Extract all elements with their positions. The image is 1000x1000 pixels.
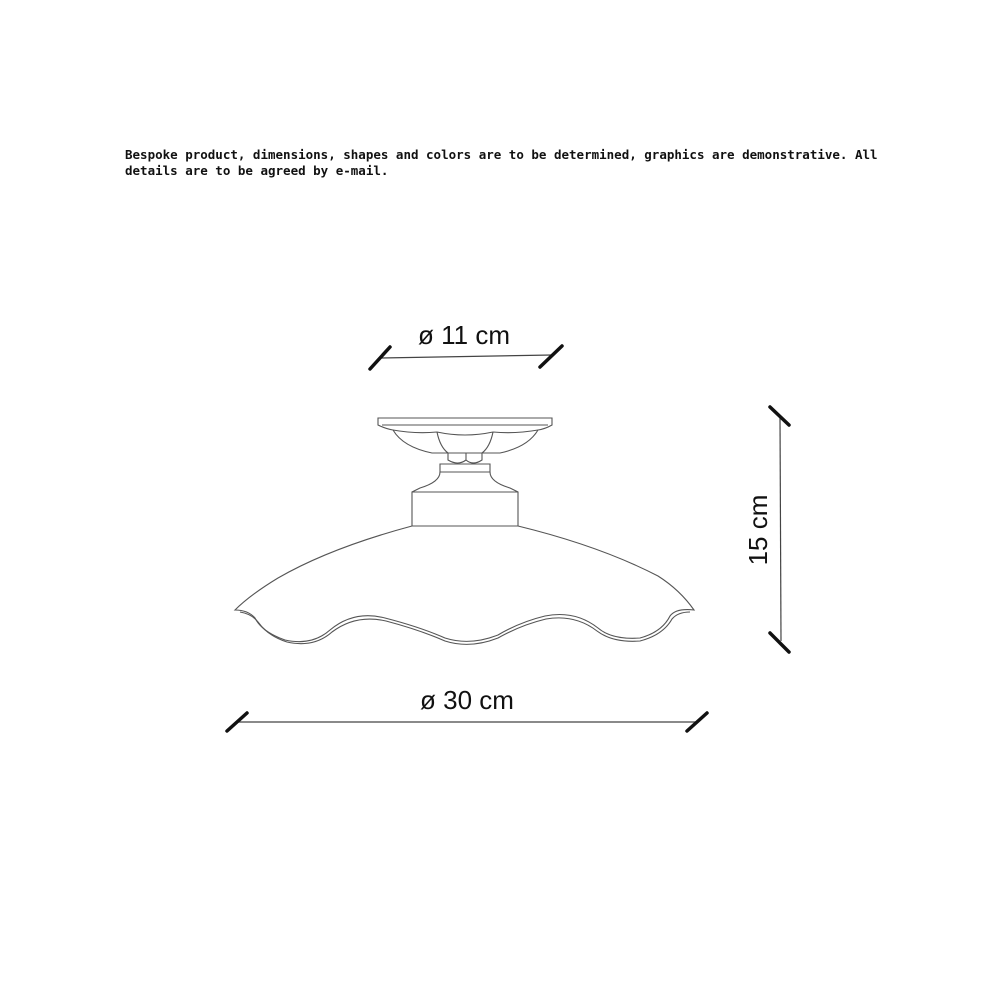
shade-inner-rim — [240, 612, 690, 644]
ceiling-lamp-outline — [235, 418, 694, 644]
height-dimension-tick-bottom — [770, 633, 789, 652]
neck-connector — [448, 453, 482, 463]
shade-diameter-dimension — [227, 685, 707, 731]
canopy-flutes — [393, 430, 538, 453]
lamp-holder — [412, 472, 518, 526]
height-dimension-line — [780, 417, 781, 641]
canopy-dimension-line — [380, 355, 552, 358]
neck-collar — [440, 464, 490, 472]
disclaimer-text: Bespoke product, dimensions, shapes and colors are to be determined, graphics are demonstrative. All details are to be agreed by e-mail. — [125, 147, 878, 178]
height-dimension — [743, 407, 789, 652]
canopy-diameter-label: ø 11 cm — [418, 320, 510, 350]
shade-diameter-label: ø 30 cm — [420, 685, 514, 715]
canopy-diameter-dimension — [370, 320, 562, 369]
height-label: 15 cm — [743, 494, 773, 566]
scalloped-shade — [235, 526, 694, 642]
canopy-dimension-tick-right — [540, 346, 562, 367]
